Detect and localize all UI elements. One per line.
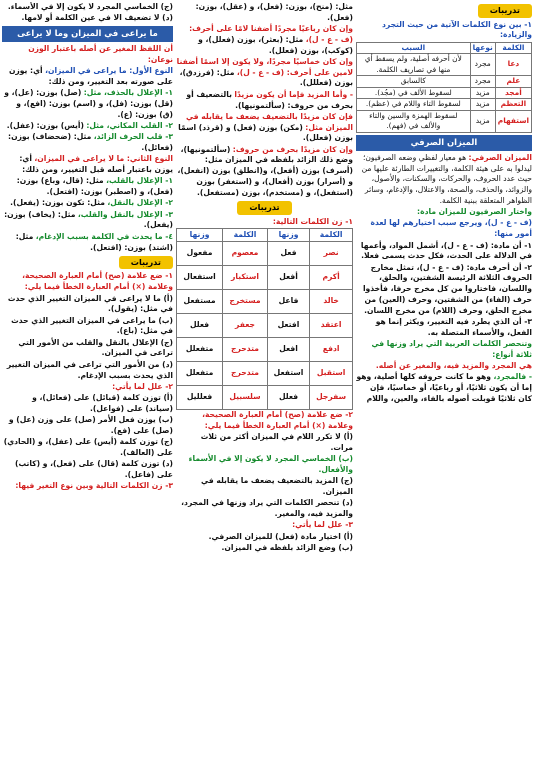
- table-row: [357, 87, 532, 99]
- item-d: (د) تنحصر الكلمات التي يراد وزنها في المجرد، والمزيد فيه، والمغير.: [181, 498, 353, 519]
- paragraph-types: وتنحصر الكلمات العربية التي يراد وزنها في ثلاثة أنواع:: [371, 339, 532, 359]
- table-cell: استكبار: [223, 265, 268, 289]
- question-3: ٣- علل لما يأتي:: [292, 520, 353, 530]
- table-cell: استفعل: [267, 361, 309, 385]
- item-a: (أ) ما لا يراعى في الميزان التغيير الذي حدث في مثل: (يقول).: [7, 293, 173, 314]
- term: ٣- الإعلال بالنقل والقلب،: [77, 209, 173, 219]
- table-row: [177, 385, 353, 409]
- exercises-tag: تدريبات: [119, 256, 173, 270]
- left-line-9: [2, 210, 173, 232]
- item-c: (ج) توزن كلمة (أيس) على (عفل)، و (الحادي) على (العالف).: [3, 437, 173, 457]
- paragraph-definition: [356, 153, 532, 207]
- table-row: [177, 241, 353, 265]
- table-cell: لسقوط الألف في (مجُد).: [357, 87, 471, 99]
- reason-2: ٢- أن أحرف مادة: (ف - ع - ل)، تمثل مخارج الحروف الثلاثة الرئيسة الشفتين، والحلق، واللسان، فاختاروا من كل مخرج حرفا، فأخذوا حرف (الفاء) من الشفتين، وحرف (العين) من مخرج الحلق، وحرف (اللام) من مخرج اللسان.: [362, 262, 532, 315]
- table-row: [357, 99, 532, 111]
- item-b: (ب) ما يراعى في الميزان التغيير الذي حدث في مثل: (باع).: [11, 315, 173, 336]
- mid-line-4: [176, 90, 353, 112]
- term: فإن كان مزيدًا بالتضعيف يضعف ما يقابله في الميزان مثل:: [186, 111, 353, 132]
- text: مثل: (بعثر)، بوزن (فعلل)، و (كوكب)، بوزن (فعلل).: [198, 34, 353, 55]
- table-cell: متفعلل: [177, 337, 223, 361]
- table-cell: اعتقد: [310, 313, 353, 337]
- text: هو معيار لفظي وضعه الصرفيون؛ ليدلوا به على هيئة الكلمة، والتغييرات الطارئة عليها من حيث عدد الحروف، والحركات، والسكنات، والأصول، والزوائد، والحذف، والصحة، والاعتلال، والإدغام، وسائر الظواهر المتعلقة ببنية الكلمة.: [361, 152, 532, 205]
- table-cell: مجرد: [470, 54, 495, 76]
- table-cell: فعلل: [177, 313, 223, 337]
- term: ٢- القلب المكاني، مثل:: [86, 120, 173, 130]
- text: مثل: (ضحضاف) بوزن: (فعائل).: [8, 132, 173, 153]
- table-header: الكلمة: [223, 228, 268, 241]
- item-b: (ب) وضع الزائد بلفظه في الميزان.: [221, 542, 353, 552]
- table-cell: التعظم: [495, 99, 531, 111]
- table-row: [357, 54, 532, 76]
- table-row: [177, 313, 353, 337]
- term: وإن كان رباعيًا مجردًا أضفنا لامًا على أحرف: (ف - ع - ل)،: [189, 24, 353, 44]
- item-a: (أ) توزن كلمة (قبائل) على (فعائل)، و (سياند) على (فواعل).: [32, 393, 173, 413]
- text: (أيس) بوزن: (عفل).: [6, 120, 84, 130]
- paragraph-types-list: هي المجرد والمزيد فيه، والمغير عن أصله.: [375, 361, 532, 371]
- left-line-8: [2, 198, 173, 209]
- table-cell: ادفع: [310, 337, 353, 361]
- left-line-7: [2, 176, 173, 198]
- table-cell: خالد: [310, 289, 353, 313]
- question-1: ١- زن الكلمات التالية:: [272, 216, 353, 226]
- term: ٤- ما يحدث في الكلمة بسبب الإدغام،: [35, 231, 173, 241]
- text: وهو ما كانت حروفه كلها أصلية، وهو إما أن يكون ثلاثيًا، أو رباعيًا، أو خماسيًا، فإن كان ثلاثيًا قوبلت أصوله بالفاء، والعين، واللام: [356, 372, 532, 403]
- table-cell: دعا: [495, 54, 531, 76]
- table-cell: استقبل: [310, 361, 353, 385]
- paragraph-reasons: (ف - ع - ل)، ويرجع سبب اختيارهم لها لعدة أمور منها:: [370, 218, 532, 239]
- table-cell: فاعل: [267, 289, 309, 313]
- term: الميزان الصرفي:: [468, 152, 532, 162]
- term: النوع الثاني: ما لا يراعى في الميزان،: [34, 154, 173, 164]
- left-line-5: [2, 132, 173, 154]
- term: النوع الأول: ما يراعى في الميزان،: [45, 66, 173, 76]
- table-cell: فعل: [267, 241, 309, 265]
- mid-line-1: مثل: (منح)، بوزن: (فعل)، و (عقل)، بوزن: (فعل).: [195, 2, 353, 22]
- item-a: (أ) اختيار مادة (فعل) للميزان الصرفي.: [208, 531, 353, 541]
- table-cell: أكرم: [310, 265, 353, 289]
- item-d: (د) من الأمور التي تراعى في الميزان التغيير الذي يحدث بسبب الإدغام.: [6, 359, 173, 380]
- left-line-1: أن اللفظ المغير عن أصله باعتبار الوزن نوعان:: [28, 43, 173, 64]
- question-2: ٢- علل لما يأتي:: [112, 381, 173, 391]
- table-row: [177, 289, 353, 313]
- item-a: (أ) لا تكرر اللام في الميزان أكثر من ثلاث مرات.: [200, 432, 353, 452]
- exercises-tag: تدريبات: [237, 201, 291, 215]
- table-cell: علم: [495, 76, 531, 88]
- left-line-4: [2, 121, 173, 132]
- table-cell: لسقوط الهمزة والسين والتاء والألف في (فهم).: [357, 110, 471, 132]
- item-b: (ب) الخماسي المجرد لا يكون إلا في الأسماء والأفعال.: [188, 454, 353, 474]
- text: بالتضعيف أو بحرف من حروف: (سألتمونيها).: [186, 89, 353, 110]
- table-cell: متدحرج: [223, 337, 268, 361]
- table-cell: استفهام: [495, 110, 531, 132]
- table-cell: افعل: [267, 337, 309, 361]
- paragraph-mujarrad: [356, 372, 532, 404]
- table-cell: نصر: [310, 241, 353, 265]
- term: ٢- الإعلال بالنقل،: [107, 198, 173, 208]
- paragraph-material: واختار الصرفيون للميزان مادة:: [417, 207, 532, 217]
- table-cell: مستفعل: [177, 289, 223, 313]
- item-c: (ج) المزيد بالتضعيف يضعف ما يقابله في الميزان.: [201, 476, 353, 496]
- table-header: وزنها: [177, 228, 223, 241]
- text: أي: يوزن على صورته بعد التغيير، ومن ذلك:: [8, 66, 173, 86]
- term: - فالمجرد،: [493, 372, 532, 382]
- table-cell: معصوم: [223, 241, 268, 265]
- right-column: [356, 2, 532, 405]
- question-1: ١- بين نوع الكلمات الآتية من حيث التجرد والزيادة:: [381, 19, 532, 40]
- text: مثل: (اشتد) بوزن: (افتعل).: [15, 231, 173, 252]
- table-cell: كالسابق: [357, 76, 471, 88]
- text: مثل: (يخاف) بوزن: (يفعل).: [4, 209, 173, 230]
- text: (مكن) بوزن (فعل) و (قرذد) اسمًا بوزن (فعلل).: [178, 122, 353, 143]
- table-cell: أمجد: [495, 87, 531, 99]
- question-2: ٢- ضع علامة (صح) أمام العبارة الصحيحة، وعلامة (×) أمام العبارة الخطأ فيما يلي:: [202, 409, 353, 430]
- table-cell: مزيد: [470, 87, 495, 99]
- item-b: (ب) يوزن فعل الأمر (صل) على وزن (عل) و (صل) على (فع).: [8, 415, 173, 435]
- table-header: نوعها: [470, 42, 495, 54]
- item-d: (د) توزن كلمة (قال) على (فعل)، و (كاتب) على (فاعل).: [14, 459, 173, 480]
- mid-line-3: [176, 57, 353, 89]
- term: وإن كان خماسيًا مجردًا، ولا يكون إلا اسمًا أضفنا لامين على أحرف: (ف - ع - ل)،: [176, 56, 353, 77]
- text: (سألتمونيها)، وضع ذلك الزائد بلفظه في الميزان مثل: (أسرف) بوزن (أفعل)، و(انطلق) بوزن (انفعل)، و (أسرار) بوزن (أفعال)، و (استغفر) بوزن (استفعل)، و (مستخدم)، بوزن (مستفعل).: [177, 144, 353, 197]
- table-cell: مزيد: [470, 110, 495, 132]
- table-cell: مجرد: [470, 76, 495, 88]
- middle-column: [176, 2, 353, 554]
- left-column: [2, 2, 173, 493]
- reason-1: ١- أن مادة: (ف - ع - ل)، أشمل المواد، وأعمها في الدلالة على الحدث، فكل حدث يسمى فعلا.: [360, 240, 532, 261]
- table-cell: أفعل: [267, 265, 309, 289]
- table-cell: مستخرج: [223, 289, 268, 313]
- mid-line-5: [176, 112, 353, 144]
- left-top-1: (ج) الخماسي المجرد لا يكون إلا في الأسماء.: [7, 2, 173, 11]
- left-line-3: [2, 88, 173, 120]
- term: ٣- قلب الحرف الزائد،: [93, 132, 173, 142]
- question-1: ١- ضع علامة (صح) أمام العبارة الصحيحة، وعلامة (×) أمام العبارة الخطأ فيما يلي:: [22, 271, 173, 292]
- question-3: ٣- زن الكلمات التالية وبين نوع التغير فيها:: [15, 481, 173, 491]
- left-line-10: [2, 232, 173, 254]
- text: أي: يوزن باعتبار أصله قبل التغيير، ومن ذلك:: [19, 154, 173, 175]
- left-top-2: (د) لا تضعيف الا في عين الكلمة أو لامها.: [21, 13, 173, 23]
- reason-3: ٣- أن الذي يطرد فيه التغيير، ويكثر إنما هو الفعل، والأسماء المتصلة به.: [375, 316, 532, 337]
- table-header: وزنها: [267, 228, 309, 241]
- table-cell: مفعول: [177, 241, 223, 265]
- left-line-6: [2, 154, 173, 176]
- section-heading-mizan: الميزان الصرفي: [356, 135, 532, 151]
- table-row: [357, 110, 532, 132]
- term: وإن كان مزيدًا بحرف من حروف:: [232, 144, 353, 154]
- table-cell: سلسبيل: [223, 385, 268, 409]
- table-cell: متدحرج: [223, 361, 268, 385]
- table-header: الكلمة: [310, 228, 353, 241]
- mid-line-6: [176, 145, 353, 199]
- text: (صل) بوزن: (عل)، و (قل) بوزن: (فل)، و (اسم) بوزن: (افع)، و (ق) بوزن: (ع).: [4, 88, 173, 119]
- table-cell: لأن أحرفه أصلية، ولم يسقط أي منها في تصاريف الكلمة.: [357, 54, 471, 76]
- table-row: [177, 361, 353, 385]
- table-row: [177, 265, 353, 289]
- item-c: (ج) الإعلال بالنقل والقلب من الأمور التي تراعى في الميزان.: [18, 337, 173, 358]
- table-cell: جعفر: [223, 313, 268, 337]
- table-cell: فعلل: [267, 385, 309, 409]
- table-row: [357, 76, 532, 88]
- term: - وأما المزيد فإما أن يكون مزيدًا: [234, 89, 353, 99]
- table-cell: مزيد: [470, 99, 495, 111]
- section-heading-observed: ما يراعى في الميزان وما لا يراعى: [2, 26, 173, 42]
- text: مثل: (فرزدق)، بوزن (فعللل).: [179, 67, 353, 88]
- table-cell: لسقوط التاء واللام في (عظم).: [357, 99, 471, 111]
- mid-line-2: [176, 24, 353, 56]
- table-header: السبب: [357, 42, 471, 54]
- table-cell: افتعل: [267, 313, 309, 337]
- text: مثل: (قال، وباع) بوزن: (فعل)، و (اصطبر) بوزن: (افتعل).: [16, 176, 173, 197]
- table-row: [177, 337, 353, 361]
- table-cell: متفعلل: [177, 361, 223, 385]
- classification-table: [356, 42, 532, 133]
- term: ١- الإعلال بالقلب،: [106, 176, 173, 186]
- table-header: الكلمة: [495, 42, 531, 54]
- term: ١- الإعلال بالحذف، مثل:: [83, 88, 173, 98]
- table-cell: فعلليل: [177, 385, 223, 409]
- table-cell: سفرجل: [310, 385, 353, 409]
- table-cell: استفعال: [177, 265, 223, 289]
- text: مثل: تكون بوزن: (يفعل).: [10, 198, 105, 208]
- weighing-table: [176, 228, 353, 410]
- exercises-tag: تدريبات: [478, 4, 532, 18]
- left-line-2: [2, 66, 173, 88]
